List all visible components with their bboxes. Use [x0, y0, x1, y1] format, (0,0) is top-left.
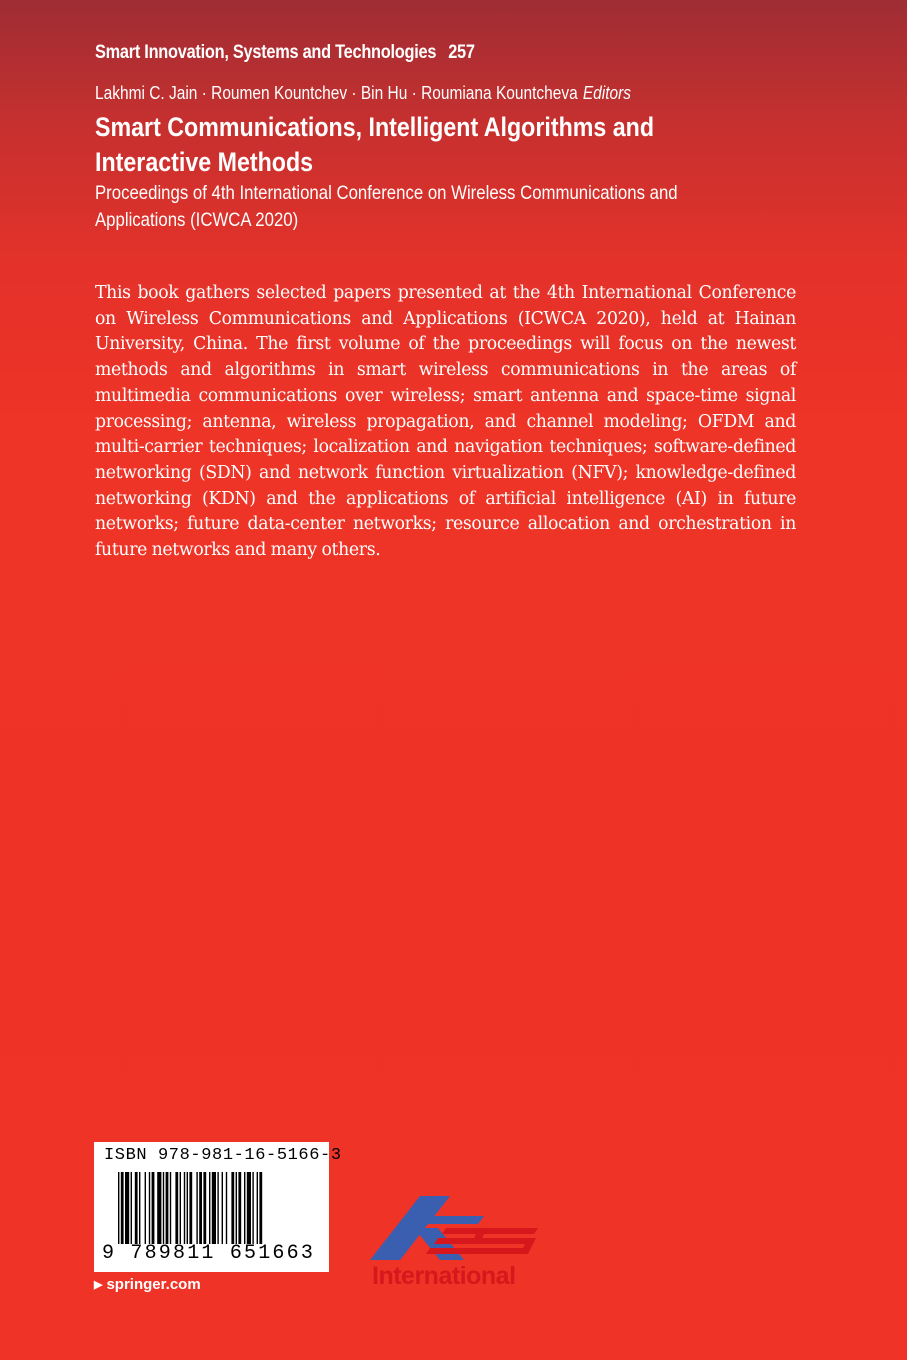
- barcode-bar: [187, 1172, 188, 1244]
- barcode-bar: [163, 1172, 164, 1244]
- barcode-bar: [125, 1172, 129, 1244]
- kes-international-logo: [368, 1188, 543, 1298]
- kes-logo-subtitle: International: [372, 1262, 516, 1290]
- barcode-bar: [131, 1172, 132, 1244]
- isbn-barcode: [94, 1142, 342, 1272]
- barcode-bar: [259, 1172, 262, 1244]
- barcode-bar: [244, 1172, 245, 1244]
- barcode-bar: [145, 1172, 146, 1244]
- barcode-bars: [118, 1172, 306, 1244]
- barcode-bar: [149, 1172, 150, 1244]
- barcode-bar: [199, 1172, 202, 1244]
- barcode-bar: [184, 1172, 185, 1244]
- editors-role: Editors: [582, 83, 632, 103]
- barcode-bar: [209, 1172, 210, 1244]
- barcode-bar: [247, 1172, 251, 1244]
- series-number: 257: [448, 42, 475, 63]
- barcode-bar: [180, 1172, 181, 1244]
- barcode-bar: [231, 1172, 234, 1244]
- barcode-bar: [189, 1172, 192, 1244]
- barcode-digits: 9 789811 651663: [102, 1242, 316, 1265]
- barcode-bar: [139, 1172, 140, 1244]
- barcode-bar: [152, 1172, 155, 1244]
- barcode-bar: [238, 1172, 241, 1244]
- triangle-arrow-icon: ▶: [94, 1279, 103, 1291]
- publisher-link[interactable]: [94, 1276, 201, 1293]
- barcode-bar: [157, 1172, 161, 1244]
- publisher-link-label: springer.com: [106, 1276, 201, 1293]
- barcode-bar: [203, 1172, 206, 1244]
- editors-line: [95, 83, 631, 104]
- barcode-bar: [170, 1172, 171, 1244]
- barcode-bar: [212, 1172, 216, 1244]
- book-title: Smart Communications, Intelligent Algorithms and Interactive Methods: [95, 112, 655, 177]
- barcode-bar: [217, 1172, 218, 1244]
- editor-names: Lakhmi C. Jain · Roumen Kountchev · Bin Hu · Roumiana Kountcheva: [95, 83, 578, 103]
- barcode-bar: [196, 1172, 197, 1244]
- isbn-label: ISBN 978-981-16-5166-3: [104, 1146, 342, 1165]
- barcode-bar: [257, 1172, 258, 1244]
- series-line: [95, 42, 475, 64]
- barcode-bar: [175, 1172, 178, 1244]
- barcode-bar: [166, 1172, 169, 1244]
- book-abstract: This book gathers selected papers presented at the 4th International Conference on Wireless Communications and Applications (ICWCA 2020), held at Hainan University, China. The first volume of the proceedings will focus on the newest methods and algorithms in smart wireless communications in the areas of multimedia communications over wireless; smart antenna and space-time signal processing; antenna, wireless propagation, and channel modeling; OFDM and multi-carrier techniques; localization and navigation techniques; software-defined networking (SDN) and network function virtualization (NFV); knowledge-defined networking (KDN) and the applications of artificial intelligence (AI) in future networks; future data-center networks; resource allocation and orchestration in future networks and many others.: [95, 283, 796, 561]
- barcode-bar: [226, 1172, 227, 1244]
- barcode-bar: [252, 1172, 253, 1244]
- barcode-bar: [121, 1172, 124, 1244]
- book-subtitle: Proceedings of 4th International Conference on Wireless Communications and Applications (ICWCA 2020): [95, 182, 678, 231]
- barcode-bar: [135, 1172, 138, 1244]
- barcode-bar: [236, 1172, 237, 1244]
- barcode-bar: [222, 1172, 223, 1244]
- series-name: Smart Innovation, Systems and Technologies: [95, 42, 437, 63]
- barcode-bar: [118, 1172, 119, 1244]
